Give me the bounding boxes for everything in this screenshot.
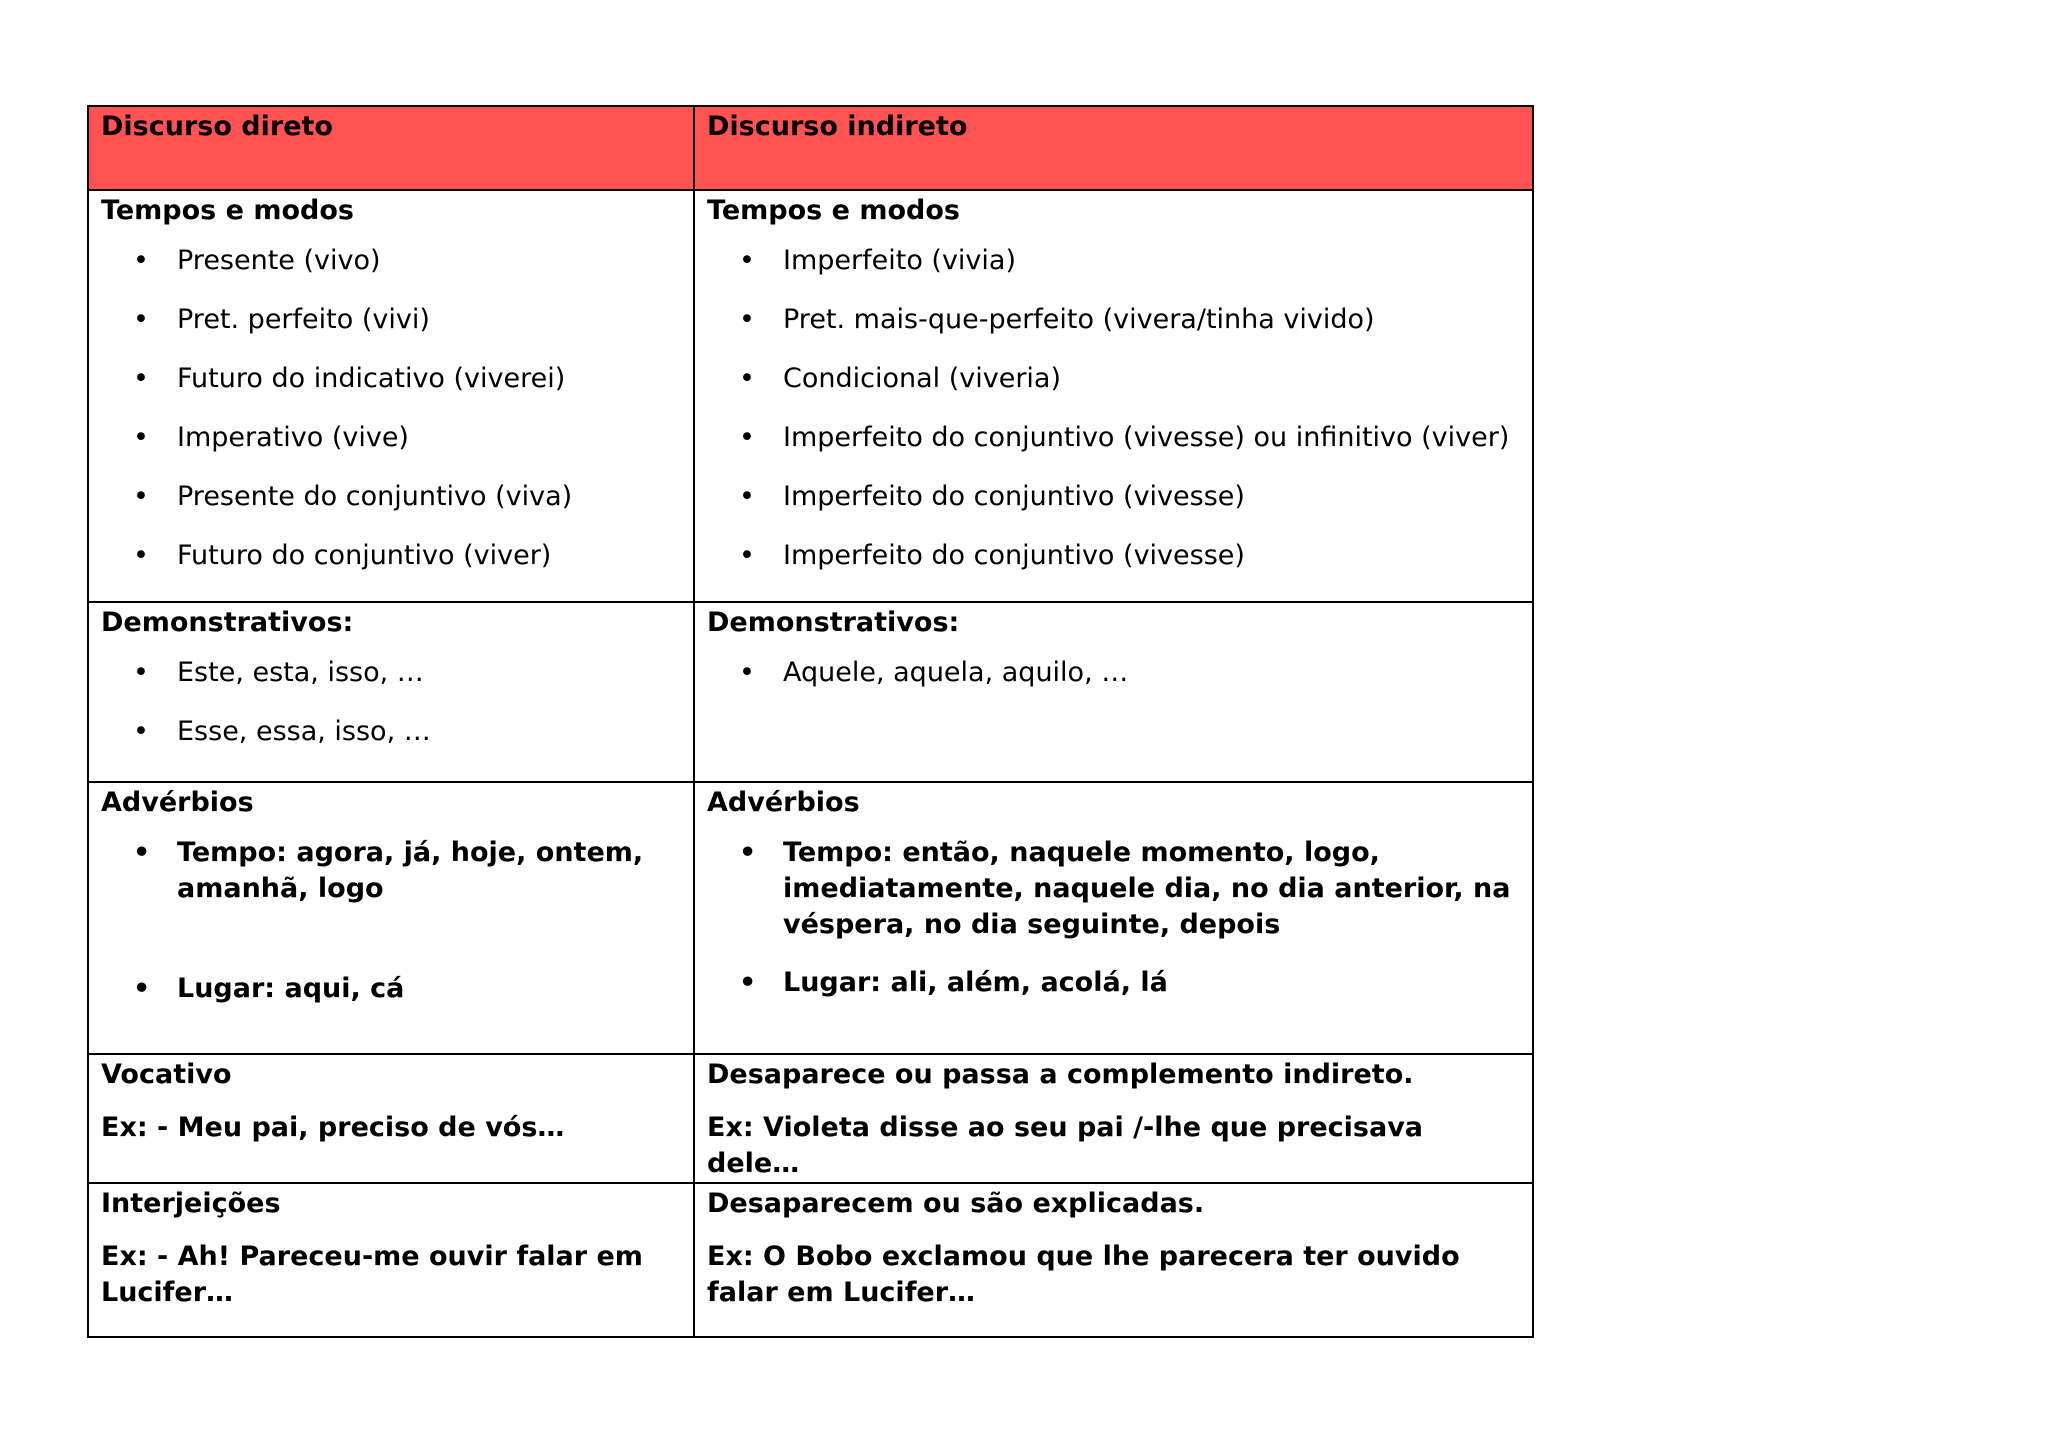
list-item <box>739 302 1520 338</box>
list-item <box>739 420 1520 456</box>
bullet-list <box>707 243 1520 574</box>
cell-adverbios-direct <box>88 782 694 1054</box>
list-item-text: Futuro do conjuntivo (viver) <box>177 540 552 571</box>
cell-adverbios-indirect <box>694 782 1533 1054</box>
cell-heading: Advérbios <box>101 787 254 818</box>
bullet-icon: • <box>739 837 757 868</box>
list-item-text: Pret. mais-que-perfeito (vivera/tinha vivido) <box>783 304 1375 335</box>
example-text: Ex: Violeta disse ao seu pai /-lhe que precisava dele… <box>707 1112 1424 1179</box>
comparison-table <box>87 105 1534 1338</box>
row-tempos-modos <box>88 190 1533 602</box>
list-item-text: Presente do conjuntivo (viva) <box>177 481 573 512</box>
header-direct: Discurso direto <box>88 106 694 190</box>
list-item <box>133 361 681 397</box>
bullet-icon: • <box>133 481 149 512</box>
list-item-text: Lugar: aqui, cá <box>177 973 405 1004</box>
list-item <box>739 965 1520 1001</box>
list-item <box>739 243 1520 279</box>
bullet-list <box>101 243 681 574</box>
bullet-icon: • <box>739 422 755 453</box>
bullet-icon: • <box>739 363 755 394</box>
bullet-icon: • <box>739 304 755 335</box>
list-item-text: Imperfeito do conjuntivo (vivesse) <box>783 540 1245 571</box>
list-item <box>133 243 681 279</box>
list-item-text: Condicional (viveria) <box>783 363 1062 394</box>
cell-heading: Tempos e modos <box>707 195 960 226</box>
cell-heading: Interjeições <box>101 1188 281 1219</box>
cell-demonstrativos-indirect <box>694 602 1533 782</box>
list-item-text: Tempo: agora, já, hoje, ontem, amanhã, logo <box>177 837 644 904</box>
list-item-text: Imperativo (vive) <box>177 422 409 453</box>
cell-heading: Desaparece ou passa a complemento indireto. <box>707 1059 1414 1090</box>
row-demonstrativos <box>88 602 1533 782</box>
list-item-text: Imperfeito do conjuntivo (vivesse) ou infinitivo (viver) <box>783 422 1510 453</box>
example-text: Ex: - Meu pai, preciso de vós… <box>101 1112 565 1143</box>
list-item-text: Futuro do indicativo (viverei) <box>177 363 566 394</box>
list-item-text: Pret. perfeito (vivi) <box>177 304 430 335</box>
bullet-icon: • <box>133 973 151 1004</box>
cell-heading: Vocativo <box>101 1059 232 1090</box>
bullet-list <box>707 655 1520 691</box>
bullet-icon: • <box>133 837 151 868</box>
bullet-icon: • <box>739 481 755 512</box>
cell-heading: Demonstrativos: <box>101 607 354 638</box>
list-item-text: Imperfeito do conjuntivo (vivesse) <box>783 481 1245 512</box>
list-item-text: Presente (vivo) <box>177 245 381 276</box>
list-item-text: Esse, essa, isso, … <box>177 716 431 747</box>
row-adverbios <box>88 782 1533 1054</box>
list-item <box>133 538 681 574</box>
list-item <box>739 361 1520 397</box>
example-text: Ex: O Bobo exclamou que lhe parecera ter ouvido falar em Lucifer… <box>707 1241 1460 1308</box>
list-item <box>133 420 681 456</box>
list-item <box>133 479 681 515</box>
bullet-icon: • <box>739 245 755 276</box>
cell-demonstrativos-direct <box>88 602 694 782</box>
cell-heading: Advérbios <box>707 787 860 818</box>
list-item-text: Tempo: então, naquele momento, logo, imediatamente, naquele dia, no dia anterior, na véspera, no dia seguinte, depois <box>783 837 1511 940</box>
bullet-icon: • <box>739 967 757 998</box>
list-item-text: Lugar: ali, além, acolá, lá <box>783 967 1168 998</box>
list-item <box>133 655 681 691</box>
cell-heading: Tempos e modos <box>101 195 354 226</box>
list-item <box>133 971 681 1007</box>
list-item <box>133 835 681 907</box>
list-item-text: Imperfeito (vivia) <box>783 245 1016 276</box>
bullet-list <box>101 835 681 1007</box>
list-item <box>739 655 1520 691</box>
bullet-icon: • <box>133 363 149 394</box>
bullet-icon: • <box>133 422 149 453</box>
cell-heading: Desaparecem ou são explicadas. <box>707 1188 1205 1219</box>
list-item <box>739 538 1520 574</box>
header-row <box>88 106 1533 190</box>
bullet-icon: • <box>133 245 149 276</box>
cell-vocativo-indirect <box>694 1054 1533 1183</box>
bullet-icon: • <box>133 657 149 688</box>
example-text: Ex: - Ah! Pareceu-me ouvir falar em Lucifer… <box>101 1241 643 1308</box>
list-item <box>739 479 1520 515</box>
list-item <box>133 714 681 750</box>
bullet-list <box>707 835 1520 1001</box>
cell-interjeicoes-direct <box>88 1183 694 1337</box>
cell-heading: Demonstrativos: <box>707 607 960 638</box>
list-item-text: Este, esta, isso, … <box>177 657 424 688</box>
cell-interjeicoes-indirect <box>694 1183 1533 1337</box>
bullet-list <box>101 655 681 750</box>
header-indirect: Discurso indireto <box>694 106 1533 190</box>
bullet-icon: • <box>133 716 149 747</box>
row-vocativo <box>88 1054 1533 1183</box>
list-item-text: Aquele, aquela, aquilo, … <box>783 657 1129 688</box>
bullet-icon: • <box>739 657 755 688</box>
cell-tempos-direct <box>88 190 694 602</box>
row-interjeicoes <box>88 1183 1533 1337</box>
bullet-icon: • <box>739 540 755 571</box>
cell-vocativo-direct <box>88 1054 694 1183</box>
bullet-icon: • <box>133 304 149 335</box>
cell-tempos-indirect <box>694 190 1533 602</box>
list-item <box>133 302 681 338</box>
bullet-icon: • <box>133 540 149 571</box>
list-item <box>739 835 1520 943</box>
